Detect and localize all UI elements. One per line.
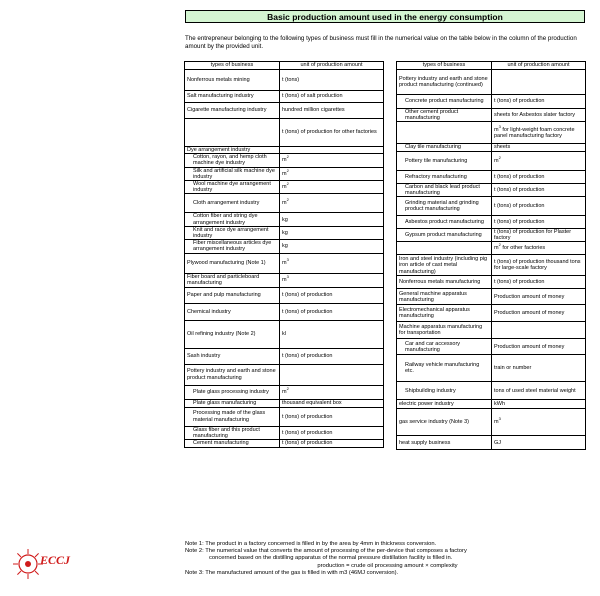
intro-text: The entrepreneur belonging to the following types of business must fill in the numerical value on the table below in the column of the production amount by the provided unit.	[185, 35, 577, 50]
business-type-cell: General machine apparatus manufacturing	[397, 289, 492, 305]
business-type-cell: Nonferrous metals manufacturing	[397, 276, 492, 289]
unit-cell: t (tons) of production	[280, 303, 384, 320]
table-row	[185, 273, 384, 287]
business-type-cell: Car and car accessory manufacturing	[397, 339, 492, 355]
header-unit: unit of production amount	[492, 62, 586, 70]
table-row	[185, 240, 384, 253]
unit-cell: t (tons) of production	[280, 348, 384, 364]
note-2-continued: concerned based on the distilling apparatus of the normal pressure distillation facility is filled in.	[209, 555, 453, 562]
business-table-right	[396, 61, 586, 450]
business-type-cell: Carbon and black lead product manufacturing	[397, 183, 492, 196]
unit-cell: $m^2$	[280, 385, 384, 399]
unit-cell: t (tons) of production thousand tons for large-scale factory	[492, 255, 586, 276]
business-type-cell	[397, 122, 492, 144]
business-type-cell: gas service industry (Note 3)	[397, 409, 492, 436]
table-row	[397, 276, 586, 289]
header-type: types of business	[397, 62, 492, 70]
business-type-cell: Gypsum product manufacturing	[397, 229, 492, 242]
page-title: Basic production amount used in the energy consumption	[185, 10, 585, 23]
business-type-cell: Refractory manufacturing	[397, 170, 492, 183]
logo-text: ECCJ	[40, 553, 71, 567]
business-type-cell: Asbestos product manufacturing	[397, 216, 492, 229]
unit-cell: Production amount of money	[492, 305, 586, 322]
business-type-cell: Dye arrangement industry	[185, 147, 280, 154]
unit-cell: t (tons) of production	[492, 170, 586, 183]
table-row	[397, 355, 586, 382]
table-row	[185, 287, 384, 303]
business-type-cell: Plate glass manufacturing	[185, 399, 280, 407]
unit-cell: Production amount of money	[492, 289, 586, 305]
unit-cell: t (tons) of production	[492, 95, 586, 109]
header-type: types of business	[185, 62, 280, 70]
business-type-cell: electric power industry	[397, 400, 492, 409]
notes-section	[185, 541, 590, 577]
unit-cell: sheets for Asbestos slater factory	[492, 109, 586, 122]
unit-cell: t (tons) of production	[280, 407, 384, 426]
business-type-cell: Cement manufacturing	[185, 440, 280, 448]
unit-cell: $m^2$	[280, 194, 384, 213]
table-row	[397, 109, 586, 122]
table-row	[185, 320, 384, 348]
note-1: Note 1: The product in a factory concerned is filled in by the area by 4mm in thickness conversion.	[185, 541, 437, 547]
business-type-cell: Plate glass processing industry	[185, 385, 280, 399]
table-row	[185, 103, 384, 119]
table-row	[185, 147, 384, 154]
business-type-cell: Cotton, rayon, and hemp cloth machine dye industry	[185, 154, 280, 167]
business-type-cell: Cotton fiber and string dye arrangement industry	[185, 213, 280, 226]
unit-cell: t (tons) of production for other factories	[280, 119, 384, 147]
table-row	[185, 167, 384, 180]
business-type-cell: heat supply business	[397, 436, 492, 450]
table-row	[185, 119, 384, 147]
unit-cell: hundred million cigarettes	[280, 103, 384, 119]
unit-cell: t (tons) of salt production	[280, 91, 384, 103]
table-row	[397, 122, 586, 144]
unit-cell: $m^2$	[492, 151, 586, 170]
unit-cell: Production amount of money	[492, 339, 586, 355]
unit-cell: tons of used steel material weight	[492, 382, 586, 400]
business-type-cell: Pottery industry and earth and stone product manufacturing	[185, 364, 280, 385]
business-type-cell: Sash industry	[185, 348, 280, 364]
table-row	[397, 197, 586, 216]
business-type-cell: Electromechanical apparatus manufacturing	[397, 305, 492, 322]
table-row	[185, 303, 384, 320]
business-type-cell: Concrete product manufacturing	[397, 95, 492, 109]
business-table-left	[184, 61, 384, 448]
unit-cell: $m^2$	[280, 167, 384, 180]
business-type-cell: Cloth arrangement industry	[185, 194, 280, 213]
unit-cell	[280, 364, 384, 385]
business-type-cell: Salt manufacturing industry	[185, 91, 280, 103]
unit-cell: t (tons) of production	[492, 276, 586, 289]
unit-cell: thousand equivalent box	[280, 399, 384, 407]
table-row	[185, 154, 384, 167]
table-row	[185, 364, 384, 385]
business-type-cell: Fiber miscellaneous articles dye arrangement industry	[185, 240, 280, 253]
business-type-cell: Shipbuilding industry	[397, 382, 492, 400]
table-row	[397, 229, 586, 242]
business-type-cell: Paper and pulp manufacturing	[185, 287, 280, 303]
unit-cell: t (tons) of production for Plaster factory	[492, 229, 586, 242]
unit-cell: kg	[280, 240, 384, 253]
unit-cell: t (tons) of production	[492, 216, 586, 229]
unit-cell: GJ	[492, 436, 586, 450]
business-type-cell: Grinding material and grinding product manufacturing	[397, 197, 492, 216]
unit-cell: $m^3$ for light-weight foam concrete panel manufacturing factory	[492, 122, 586, 144]
business-type-cell: Nonferrous metals mining	[185, 70, 280, 91]
table-row	[397, 382, 586, 400]
table-row	[397, 400, 586, 409]
unit-cell: t (tons) of production	[280, 426, 384, 439]
unit-cell: $m^3$	[280, 253, 384, 273]
table-row	[397, 322, 586, 339]
unit-cell: t (tons) of production	[492, 197, 586, 216]
unit-cell: $m^3$	[492, 409, 586, 436]
unit-cell: t (tons)	[280, 70, 384, 91]
unit-cell: train or number	[492, 355, 586, 382]
unit-cell	[280, 147, 384, 154]
table-row	[185, 194, 384, 213]
business-type-cell: Wool machine dye arrangement industry	[185, 181, 280, 194]
table-row	[185, 181, 384, 194]
table-row	[397, 339, 586, 355]
business-type-cell: Processing made of the glass material manufacturing	[185, 407, 280, 426]
unit-cell: $m^2$	[280, 154, 384, 167]
business-type-cell: Railway vehicle manufacturing etc.	[397, 355, 492, 382]
table-row	[185, 440, 384, 448]
business-type-cell	[185, 119, 280, 147]
table-row	[185, 407, 384, 426]
note-2-formula: production = crude oil processing amount × complexity	[317, 562, 458, 569]
table-row	[397, 305, 586, 322]
table-row	[185, 91, 384, 103]
table-row	[397, 255, 586, 276]
table-row	[397, 436, 586, 450]
table-row	[397, 409, 586, 436]
business-type-cell: Clay tile manufacturing	[397, 144, 492, 151]
note-3: Note 3: The manufactured amount of the gas is filled in with m3 (46MJ conversion).	[185, 569, 399, 576]
business-type-cell: Knit and race dye arrangement industry	[185, 226, 280, 239]
table-row	[397, 144, 586, 151]
table-row	[185, 348, 384, 364]
business-type-cell: Machine apparatus manufacturing for transportation	[397, 322, 492, 339]
business-type-cell: Plywood manufacturing (Note 1)	[185, 253, 280, 273]
unit-cell: sheets	[492, 144, 586, 151]
table-row	[185, 70, 384, 91]
business-type-cell: Other cement product manufacturing	[397, 109, 492, 122]
unit-cell: $m^2$ for other factories	[492, 242, 586, 255]
unit-cell: kWh	[492, 400, 586, 409]
unit-cell: t (tons) of production	[492, 183, 586, 196]
business-type-cell: Cigarette manufacturing industry	[185, 103, 280, 119]
unit-cell: t (tons) of production	[280, 287, 384, 303]
table-row	[185, 213, 384, 226]
table-row	[397, 289, 586, 305]
business-type-cell: Iron and steel industry (including pig iron article of cast metal manufacturing)	[397, 255, 492, 276]
table-row	[397, 151, 586, 170]
unit-cell	[492, 322, 586, 339]
business-type-cell: Chemical industry	[185, 303, 280, 320]
table-row	[397, 183, 586, 196]
header-unit: unit of production amount	[280, 62, 384, 70]
unit-cell: kg	[280, 213, 384, 226]
table-row	[185, 385, 384, 399]
unit-cell: kl	[280, 320, 384, 348]
unit-cell: kg	[280, 226, 384, 239]
business-type-cell: Pottery industry and earth and stone product manufacturing (continued)	[397, 70, 492, 95]
table-row	[185, 226, 384, 239]
note-2: Note 2: The numerical value that converts the amount of processing of the per-device that composes a factory	[185, 548, 467, 555]
unit-cell	[492, 70, 586, 95]
unit-cell: t (tons) of production	[280, 440, 384, 448]
table-row	[397, 170, 586, 183]
business-type-cell	[397, 242, 492, 255]
unit-cell: $m^2$	[280, 181, 384, 194]
business-type-cell: Fiber board and particleboard manufacturing	[185, 273, 280, 287]
table-row	[397, 242, 586, 255]
business-type-cell: Oil refining industry (Note 2)	[185, 320, 280, 348]
table-row	[185, 253, 384, 273]
table-row	[185, 399, 384, 407]
business-type-cell: Silk and artificial silk machine dye industry	[185, 167, 280, 180]
table-row	[397, 95, 586, 109]
table-row	[397, 70, 586, 95]
table-row	[185, 426, 384, 439]
business-type-cell: Pottery tile manufacturing	[397, 151, 492, 170]
table-row	[397, 216, 586, 229]
business-type-cell: Glass fiber and this product manufacturing	[185, 426, 280, 439]
unit-cell: $m^3$	[280, 273, 384, 287]
